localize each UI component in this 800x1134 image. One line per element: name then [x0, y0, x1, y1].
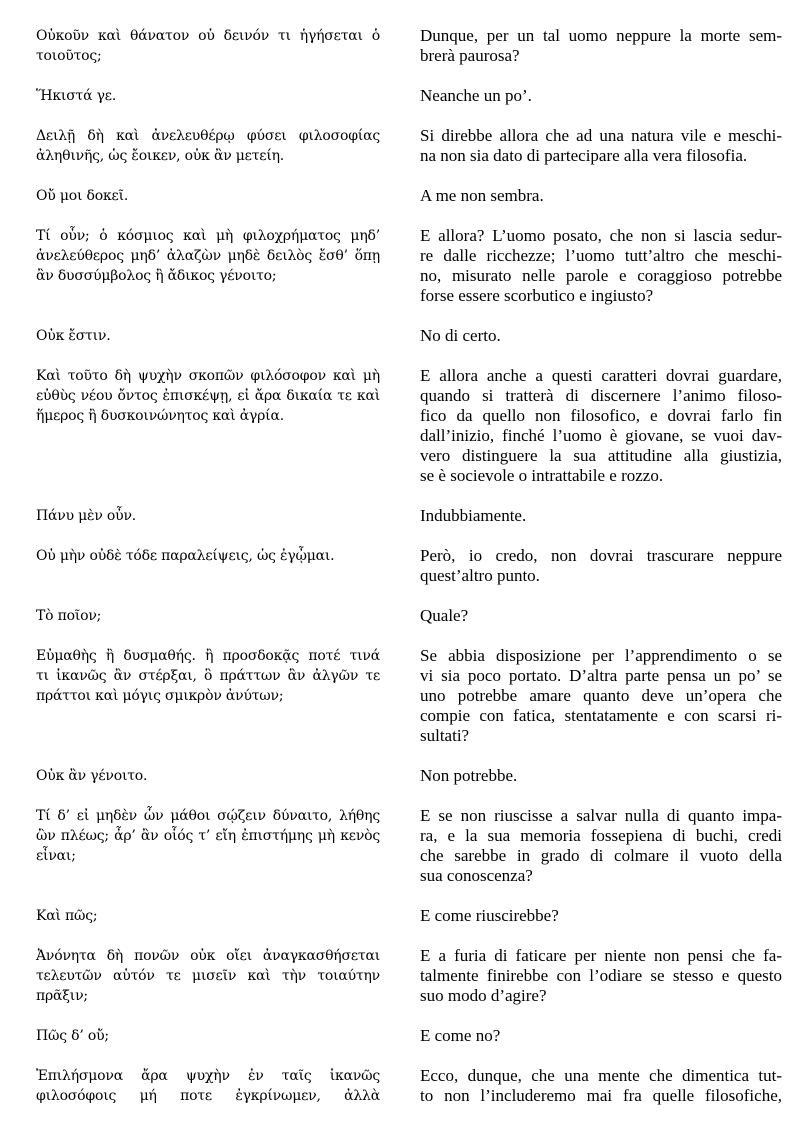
text-line: E a furia di faticare per niente non pensi che fa-	[420, 946, 782, 965]
text-line: ra, e la sua memoria fossepiena di buchi, credi	[420, 826, 782, 845]
text-line: quest’altro punto.	[420, 566, 540, 585]
text-line: Τί δ’ εἰ μηδὲν ὧν μάθοι σῴζειν δύναιτο, λήθης	[36, 808, 380, 824]
text-line: Ecco, dunque, che una mente che dimentica tut-	[420, 1066, 782, 1085]
text-line: εἶναι;	[36, 848, 76, 864]
greek-paragraph	[36, 766, 380, 786]
italian-paragraph	[420, 646, 782, 746]
text-line: Però, io credo, non dovrai trascurare neppure	[420, 546, 782, 565]
text-line: Πάνυ μὲν οὖν.	[36, 508, 137, 524]
parallel-row	[36, 506, 782, 526]
text-line: sultati?	[420, 726, 470, 745]
text-line: εὐθὺς νέου ὄντος ἐπισκέψῃ, εἰ ἄρα δικαία τε καὶ	[36, 388, 380, 404]
text-line: se è socievole o intrattabile e rozzo.	[420, 466, 664, 485]
italian-paragraph	[420, 326, 782, 346]
greek-paragraph	[36, 806, 380, 866]
parallel-row	[36, 546, 782, 586]
parallel-row	[36, 646, 782, 746]
text-line: Καὶ τοῦτο δὴ ψυχὴν σκοπῶν φιλόσοφον καὶ μὴ	[36, 368, 380, 384]
text-line: Οὐκ ἂν γένοιτο.	[36, 768, 148, 784]
text-line: E come riuscirebbe?	[420, 906, 559, 925]
text-line: τοιοῦτος;	[36, 48, 102, 64]
text-line: πράττοι καὶ μόγις σμικρὸν ἀνύτων;	[36, 688, 284, 704]
text-line: E allora? L’uomo posato, che non si lascia sedur-	[420, 226, 782, 245]
text-line: ἥμερος ἢ δυσκοινώνητος καὶ ἀγρία.	[36, 408, 284, 424]
text-line: τι ἱκανῶς ἂν στέρξαι, ὃ πράττων ἂν ἀλγῶν τε	[36, 668, 380, 684]
parallel-row	[36, 126, 782, 166]
text-line: Οὐκοῦν καὶ θάνατον οὐ δεινόν τι ἡγήσεται ὁ	[36, 28, 380, 44]
text-line: vero distinguere la sua attitudine alla giustizia,	[420, 446, 782, 465]
text-line: A me non sembra.	[420, 186, 544, 205]
text-line: sua conoscenza?	[420, 866, 533, 885]
text-line: Se abbia disposizione per l’apprendimento o se	[420, 646, 782, 665]
italian-paragraph	[420, 126, 782, 166]
text-line: Καὶ πῶς;	[36, 908, 98, 924]
text-line: no, misurato nelle parole e coraggioso potrebbe	[420, 266, 782, 285]
text-line: che sarebbe in grado di colmare il vuoto della	[420, 846, 782, 865]
greek-paragraph	[36, 86, 380, 106]
text-line: Τὸ ποῖον;	[36, 608, 102, 624]
parallel-row	[36, 226, 782, 306]
text-line: E come no?	[420, 1026, 501, 1045]
text-line: ἀνελεύθερος μηδ’ ἀλαζὼν μηδὲ δειλὸς ἔσθ’ ὅπῃ	[36, 248, 380, 264]
text-line: φιλοσόφοις μή ποτε ἐγκρίνωμεν, ἀλλὰ	[36, 1088, 380, 1104]
text-line: na non sia dato di partecipare alla vera filosofia.	[420, 146, 748, 165]
italian-paragraph	[420, 186, 782, 206]
italian-paragraph	[420, 766, 782, 786]
greek-paragraph	[36, 26, 380, 66]
text-line: Πῶς δ’ οὔ;	[36, 1028, 109, 1044]
text-line: Quale?	[420, 606, 469, 625]
italian-paragraph	[420, 906, 782, 926]
greek-paragraph	[36, 1026, 380, 1046]
text-line: Neanche un po’.	[420, 86, 532, 105]
greek-paragraph	[36, 906, 380, 926]
text-line: Δειλῇ δὴ καὶ ἀνελευθέρῳ φύσει φιλοσοφίας	[36, 128, 380, 144]
text-line: E allora anche a questi caratteri dovrai guardare,	[420, 366, 782, 385]
text-line: suo modo d’agire?	[420, 986, 547, 1005]
italian-paragraph	[420, 86, 782, 106]
parallel-row	[36, 606, 782, 626]
italian-paragraph	[420, 26, 782, 66]
parallel-row	[36, 86, 782, 106]
text-line: Οὔ μοι δοκεῖ.	[36, 188, 129, 204]
greek-paragraph	[36, 606, 380, 626]
text-line: forse essere scorbutico e ingiusto?	[420, 286, 654, 305]
parallel-row	[36, 946, 782, 1006]
text-line: Ἥκιστά γε.	[36, 88, 117, 104]
text-line: ἂν δυσσύμβολος ἢ ἄδικος γένοιτο;	[36, 268, 277, 284]
text-line: Si direbbe allora che ad una natura vile e meschi-	[420, 126, 782, 145]
italian-paragraph	[420, 806, 782, 886]
text-line: Οὐκ ἔστιν.	[36, 328, 111, 344]
parallel-row	[36, 1026, 782, 1046]
parallel-row	[36, 186, 782, 206]
greek-paragraph	[36, 126, 380, 166]
greek-paragraph	[36, 946, 380, 1006]
greek-paragraph	[36, 1066, 380, 1106]
italian-paragraph	[420, 366, 782, 486]
text-line: E se non riuscisse a salvar nulla di quanto impa-	[420, 806, 782, 825]
italian-paragraph	[420, 946, 782, 1006]
text-line: Τί οὖν; ὁ κόσμιος καὶ μὴ φιλοχρήματος μηδ’	[36, 228, 380, 244]
text-line: dall’inizio, finché l’uomo è giovane, se vuoi dav-	[420, 426, 782, 445]
text-line: uno potrebbe amare quanto deve un’opera che	[420, 686, 782, 705]
greek-paragraph	[36, 326, 380, 346]
greek-paragraph	[36, 226, 380, 286]
greek-paragraph	[36, 186, 380, 206]
text-line: Dunque, per un tal uomo neppure la morte sem-	[420, 26, 782, 45]
text-line: Οὐ μὴν οὐδὲ τόδε παραλείψεις, ὡς ἐγᾦμαι.	[36, 548, 335, 564]
text-line: Εὐμαθὴς ἢ δυσμαθής. ἢ προσδοκᾷς ποτέ τινά	[36, 648, 380, 664]
parallel-row	[36, 766, 782, 786]
text-line: Ἐπιλήσμονα ἄρα ψυχὴν ἐν ταῖς ἱκανῶς	[36, 1068, 380, 1084]
italian-paragraph	[420, 226, 782, 306]
parallel-row	[36, 26, 782, 66]
text-line: No di certo.	[420, 326, 501, 345]
text-line: τελευτῶν αὑτόν τε μισεῖν καὶ τὴν τοιαύτην	[36, 968, 380, 984]
text-line: to non l’includeremo mai fra quelle filosofiche,	[420, 1086, 782, 1105]
text-rows	[36, 26, 782, 1106]
text-line: πρᾶξιν;	[36, 988, 88, 1004]
parallel-row	[36, 906, 782, 926]
text-line: ἀληθινῆς, ὡς ἔοικεν, οὐκ ἂν μετείη.	[36, 148, 285, 164]
text-line: compie con fatica, stentatamente e con scarsi ri-	[420, 706, 782, 725]
text-line: Non potrebbe.	[420, 766, 518, 785]
text-line: re dalle ricchezze; l’uomo tutt’altro che meschi-	[420, 246, 782, 265]
italian-paragraph	[420, 506, 782, 526]
greek-paragraph	[36, 646, 380, 706]
italian-paragraph	[420, 606, 782, 626]
text-line: ὢν πλέως; ἆρ’ ἂν οἷός τ’ εἴη ἐπιστήμης μὴ κενὸς	[36, 828, 380, 844]
italian-paragraph	[420, 546, 782, 586]
text-line: talmente finirebbe con l’odiare se stesso e questo	[420, 966, 782, 985]
italian-paragraph	[420, 1066, 782, 1106]
text-line: fico da quello non filosofico, e dovrai farlo fin	[420, 406, 782, 425]
text-line: brerà paurosa?	[420, 46, 520, 65]
greek-paragraph	[36, 366, 380, 426]
text-line: Indubbiamente.	[420, 506, 527, 525]
parallel-row	[36, 366, 782, 486]
italian-paragraph	[420, 1026, 782, 1046]
text-line: vi sia poco portato. D’altra parte pensa un po’ se	[420, 666, 782, 685]
greek-paragraph	[36, 546, 380, 566]
parallel-row	[36, 326, 782, 346]
text-line: Ἀνόνητα δὴ πονῶν οὐκ οἴει ἀναγκασθήσεται	[36, 948, 380, 964]
text-line: quando si tratterà di discernere l’animo filoso-	[420, 386, 782, 405]
parallel-row	[36, 806, 782, 886]
greek-paragraph	[36, 506, 380, 526]
parallel-row	[36, 1066, 782, 1106]
